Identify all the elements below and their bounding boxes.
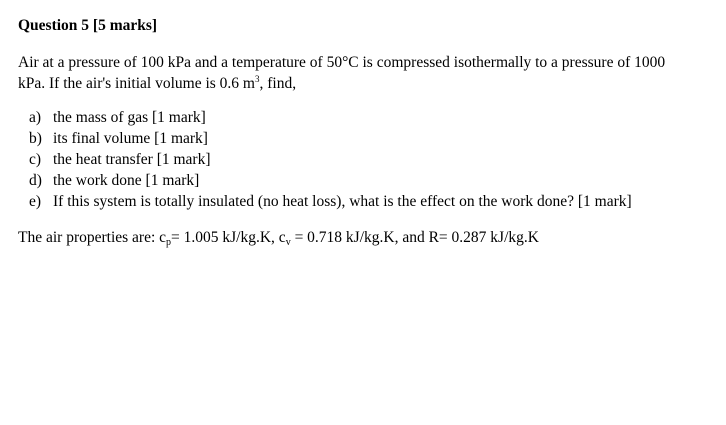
part-marker: e) [29, 193, 42, 210]
properties-prefix: The air properties are: c [18, 229, 167, 246]
intro-line-2 [18, 73, 698, 94]
intro-line-2-text: kPa. If the air's initial volume is 0.6 m [18, 75, 255, 92]
part-marker: b) [29, 130, 42, 147]
question-part-d [29, 170, 632, 191]
cp-value: = 1.005 kJ/kg.K, c [171, 229, 286, 246]
part-text: its final volume [1 mark] [53, 130, 208, 147]
air-properties-line [18, 227, 539, 248]
part-marker: a) [29, 109, 42, 126]
part-marker: c) [29, 151, 42, 168]
intro-line-1: Air at a pressure of 100 kPa and a temperature of 50°C is compressed isothermally to a pressure of 1000 [18, 54, 666, 71]
question-intro [18, 52, 698, 94]
part-text: the heat transfer [1 mark] [53, 151, 211, 168]
question-part-e [29, 191, 632, 212]
question-heading: Question 5 [5 marks] [18, 17, 158, 34]
question-part-c [29, 149, 632, 170]
part-marker: d) [29, 172, 42, 189]
cv-subscript: v [285, 237, 291, 248]
intro-line-2-end: , find, [259, 75, 297, 92]
volume-unit-exponent: 3 [254, 74, 260, 84]
part-text: the mass of gas [1 mark] [53, 109, 206, 126]
cv-value: = 0.718 kJ/kg.K, and R= 0.287 kJ/kg.K [290, 229, 539, 246]
question-parts-list [29, 107, 632, 212]
question-part-a [29, 107, 632, 128]
part-text: the work done [1 mark] [53, 172, 200, 189]
part-text: If this system is totally insulated (no heat loss), what is the effect on the work done? [1 mark] [53, 193, 632, 210]
cp-subscript: p [166, 237, 172, 248]
question-part-b [29, 128, 632, 149]
